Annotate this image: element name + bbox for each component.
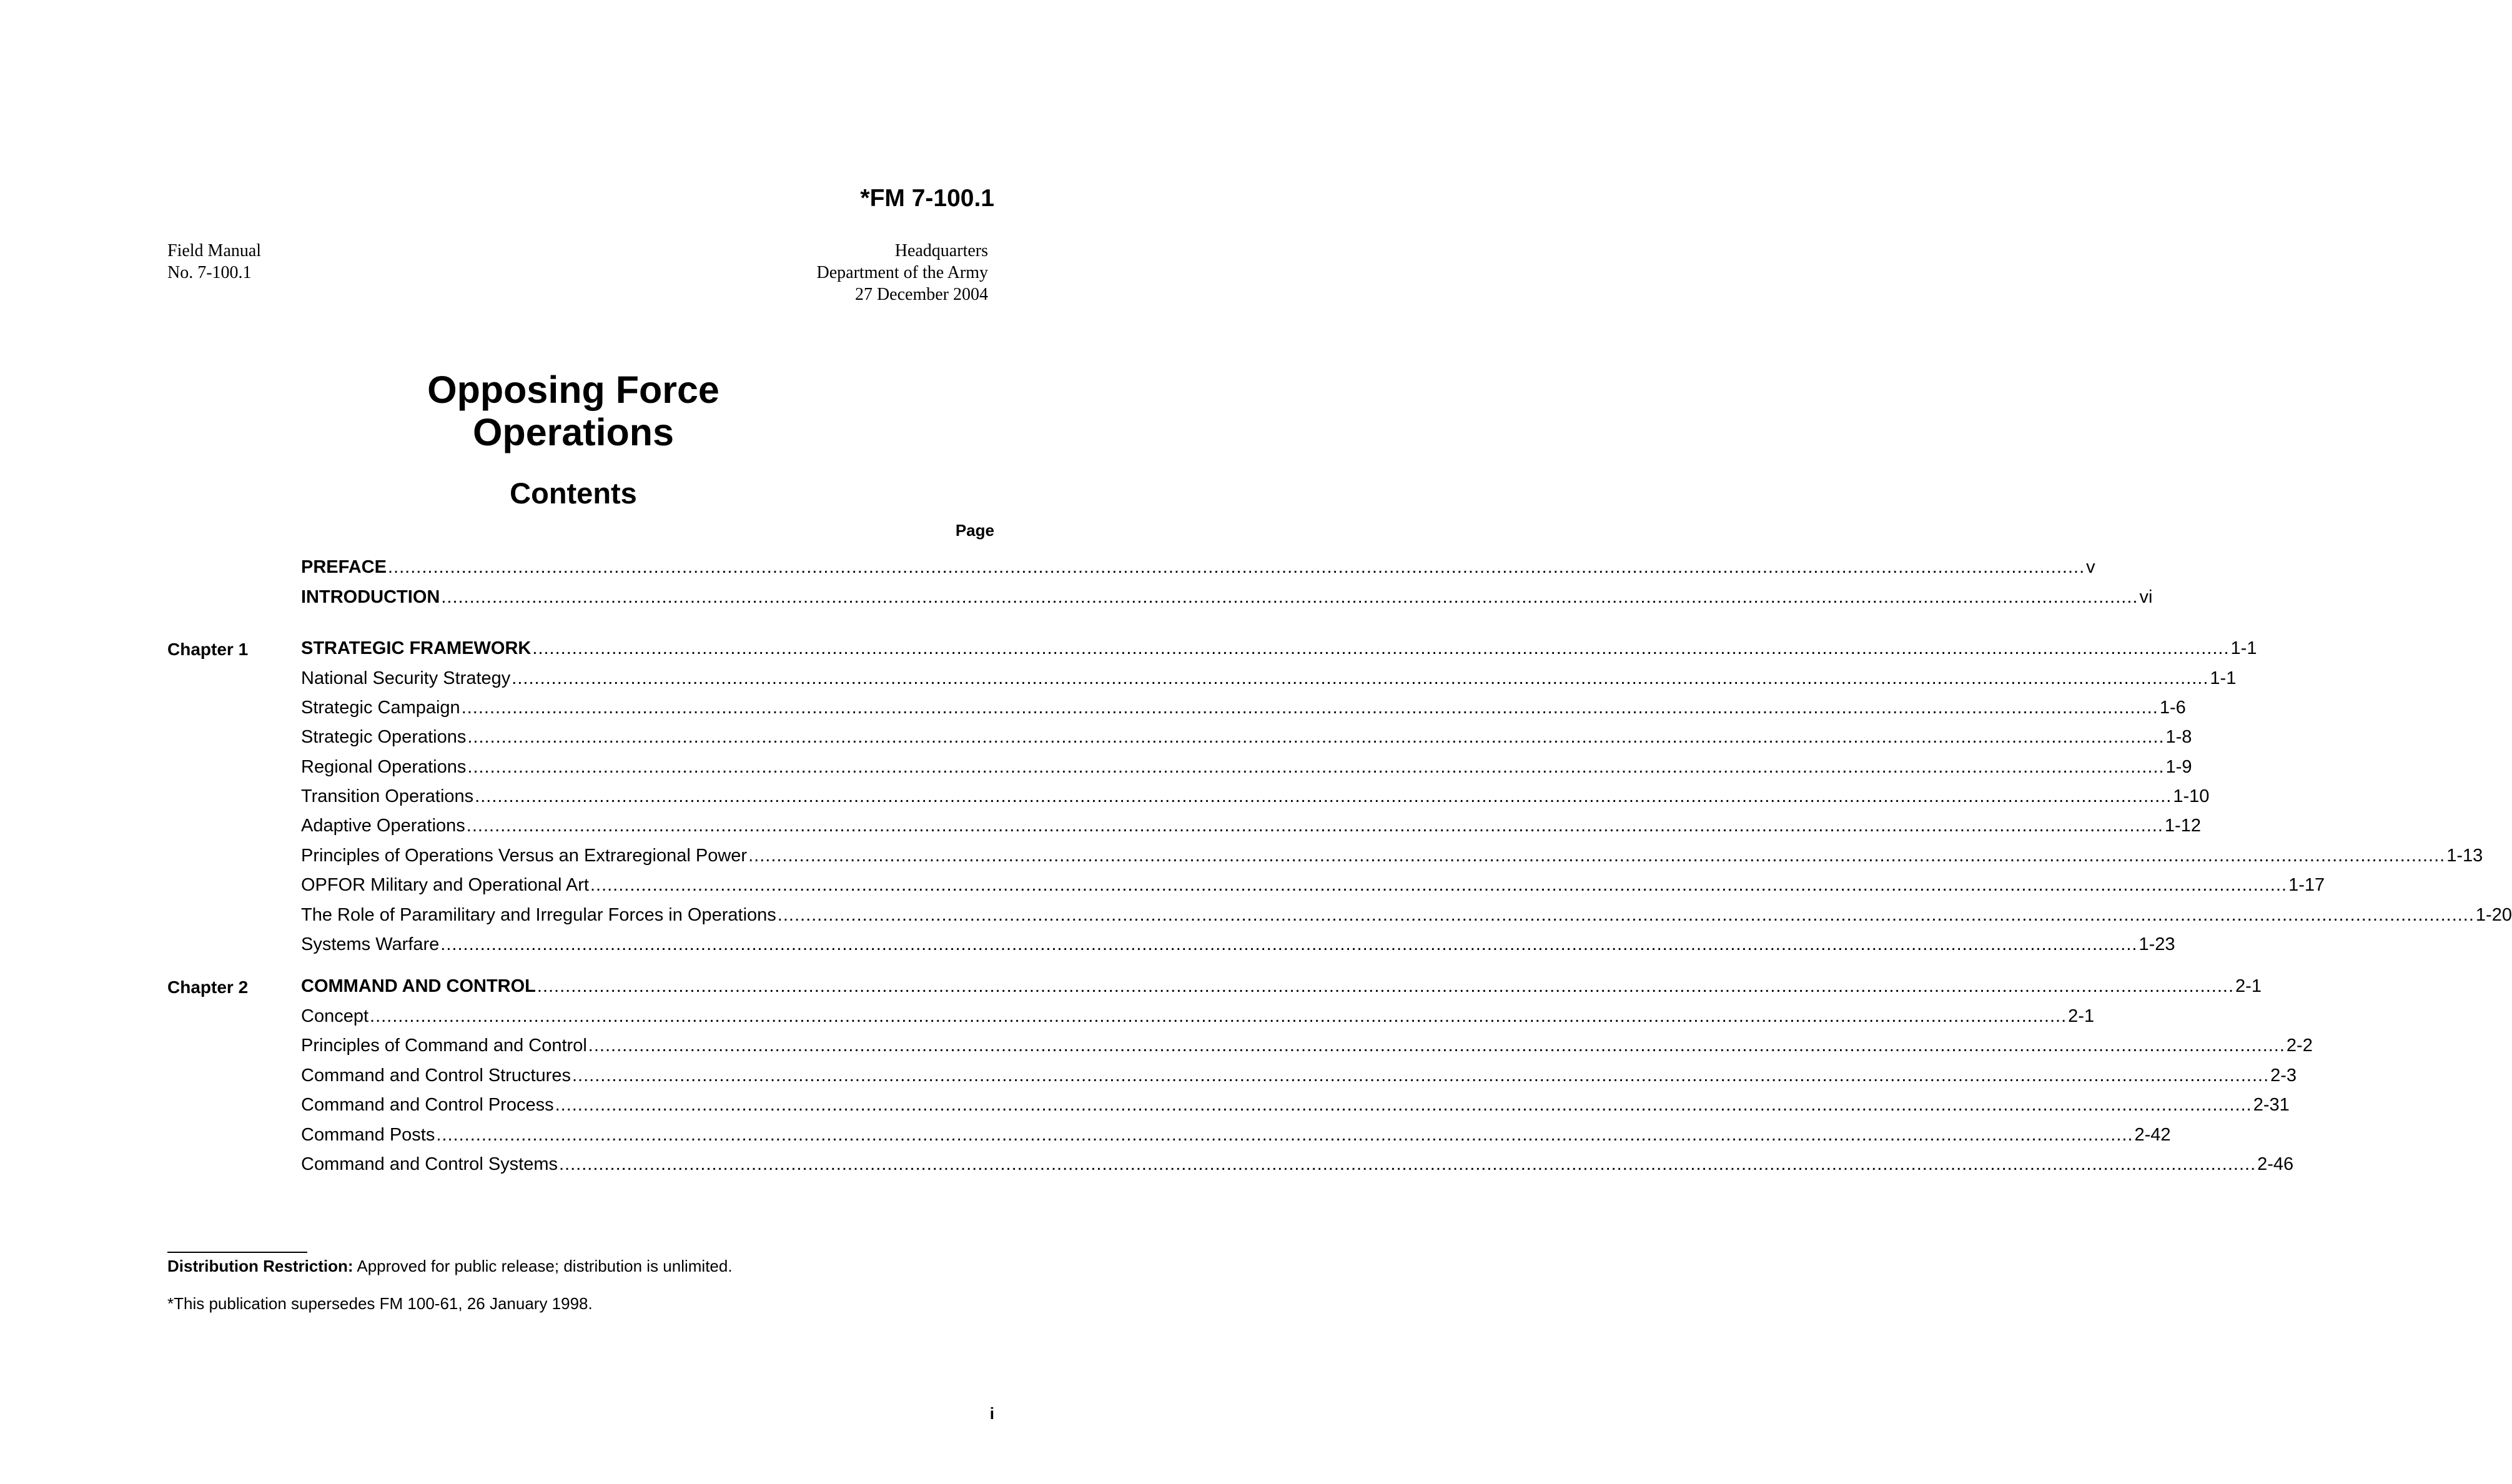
toc-entry-title: Adaptive Operations: [301, 816, 465, 836]
toc-entry-title: Strategic Campaign: [301, 698, 460, 718]
dot-leader: ............................................................................................................................................................................................................................................................................................................: [512, 668, 2209, 688]
footnote-rule: [167, 1252, 307, 1253]
dot-leader: ............................................................................................................................................................................................................................................................................................................: [467, 727, 2165, 747]
dot-leader: ............................................................................................................................................................................................................................................................................................................: [559, 1154, 2257, 1174]
toc-entry-page: v: [2086, 557, 2095, 577]
dot-leader: ............................................................................................................................................................................................................................................................................................................: [467, 757, 2165, 777]
toc-entry[interactable]: [301, 757, 2192, 779]
toc-entry[interactable]: [301, 934, 2175, 957]
toc-entry-title: OPFOR Military and Operational Art: [301, 875, 589, 895]
toc-entry-page: vi: [2139, 587, 2153, 607]
toc-entry-page: 1-23: [2139, 934, 2175, 954]
dot-leader: ............................................................................................................................................................................................................................................................................................................: [555, 1095, 2252, 1115]
toc-entry-page: 1-1: [2210, 668, 2237, 688]
toc-entry[interactable]: [301, 905, 2512, 928]
dot-leader: ............................................................................................................................................................................................................................................................................................................: [588, 1036, 2285, 1056]
toc-entry-title: INTRODUCTION: [301, 587, 440, 607]
dot-leader: ............................................................................................................................................................................................................................................................................................................: [466, 816, 2163, 836]
toc-entry-title: The Role of Paramilitary and Irregular Forces in Operations: [301, 905, 776, 925]
toc-entry[interactable]: [301, 1006, 2095, 1029]
manual-number: No. 7-100.1: [167, 263, 252, 282]
dot-leader: ............................................................................................................................................................................................................................................................................................................: [748, 846, 2446, 866]
toc-entry-page: 2-2: [2286, 1036, 2313, 1056]
toc-entry-title: National Security Strategy: [301, 668, 511, 688]
contents-heading: Contents: [510, 477, 637, 510]
toc-entry-title: Command and Control Process: [301, 1095, 554, 1115]
headquarters-block: [817, 240, 988, 305]
distribution-label: Distribution Restriction:: [167, 1257, 354, 1275]
toc-entry-title: Regional Operations: [301, 757, 467, 777]
toc-entry-page: 1-17: [2288, 875, 2325, 895]
toc-entry-title: Principles of Operations Versus an Extraregional Power: [301, 846, 748, 866]
dot-leader: ............................................................................................................................................................................................................................................................................................................: [440, 934, 2138, 954]
publication-date: 27 December 2004: [854, 285, 988, 304]
toc-entry-page: 2-42: [2134, 1125, 2171, 1145]
toc-entry-title: STRATEGIC FRAMEWORK: [301, 638, 532, 658]
toc-entry-page: 2-46: [2257, 1154, 2294, 1174]
toc-entry-page: 1-9: [2165, 757, 2192, 777]
toc-entry[interactable]: [301, 786, 2210, 809]
toc-entry[interactable]: [301, 698, 2186, 720]
distribution-restriction: [167, 1257, 733, 1276]
toc-entry-title: Concept: [301, 1006, 369, 1026]
toc-entry-page: 1-1: [2230, 638, 2257, 658]
toc-entry-title: PREFACE: [301, 557, 387, 577]
toc-entry-title: Command Posts: [301, 1125, 435, 1145]
toc-chapter-1[interactable]: [301, 638, 2257, 661]
toc-entry-page: 2-1: [2235, 976, 2262, 996]
toc-entry-page: 1-8: [2165, 727, 2192, 747]
dot-leader: ............................................................................................................................................................................................................................................................................................................: [571, 1066, 2270, 1086]
title-line-1: Opposing Force: [427, 369, 719, 411]
toc-entry[interactable]: [301, 668, 2237, 691]
dot-leader: ............................................................................................................................................................................................................................................................................................................: [532, 638, 2230, 658]
toc-entry-page: 1-10: [2173, 786, 2210, 806]
toc-entry-page: 1-20: [2475, 905, 2512, 925]
field-manual-block: [167, 240, 261, 284]
chapter-2-label: Chapter 2: [167, 977, 249, 997]
document-code: *FM 7-100.1: [860, 185, 994, 212]
dot-leader: ............................................................................................................................................................................................................................................................................................................: [590, 875, 2288, 895]
headquarters-label: Headquarters: [894, 241, 988, 260]
dot-leader: ............................................................................................................................................................................................................................................................................................................: [387, 557, 2085, 577]
toc-entry-page: 2-31: [2253, 1095, 2290, 1115]
toc-entry-preface[interactable]: [301, 557, 2095, 580]
chapter-1-label: Chapter 1: [167, 640, 249, 659]
distribution-text: Approved for public release; distribution is unlimited.: [357, 1257, 733, 1275]
toc-entry-title: Systems Warfare: [301, 934, 440, 954]
toc-entry-page: 2-3: [2270, 1066, 2297, 1086]
toc-entry[interactable]: [301, 1036, 2313, 1058]
dot-leader: ............................................................................................................................................................................................................................................................................................................: [436, 1125, 2134, 1145]
toc-entry-title: Command and Control Systems: [301, 1154, 558, 1174]
field-manual-label: Field Manual: [167, 241, 262, 260]
toc-entry[interactable]: [301, 1095, 2290, 1117]
toc-entry-title: Strategic Operations: [301, 727, 467, 747]
dot-leader: ............................................................................................................................................................................................................................................................................................................: [777, 905, 2475, 925]
page-column-label: Page: [955, 521, 994, 540]
toc-entry[interactable]: [301, 875, 2325, 898]
department-label: Department of the Army: [816, 263, 988, 282]
toc-entry[interactable]: [301, 1125, 2171, 1147]
toc-entry-title: Transition Operations: [301, 786, 474, 806]
toc-entry-introduction[interactable]: [301, 587, 2153, 610]
toc-entry-page: 2-1: [2068, 1006, 2095, 1026]
toc-entry-page: 1-6: [2159, 698, 2186, 718]
title-line-2: Operations: [472, 411, 674, 453]
toc-entry[interactable]: [301, 1066, 2297, 1088]
toc-entry[interactable]: [301, 846, 2483, 868]
dot-leader: ............................................................................................................................................................................................................................................................................................................: [370, 1006, 2067, 1026]
supersedes-note: *This publication supersedes FM 100-61, 26 January 1998.: [167, 1294, 593, 1313]
document-title: [0, 369, 1147, 453]
toc-entry-title: Principles of Command and Control: [301, 1036, 587, 1056]
toc-entry-page: 1-13: [2446, 846, 2483, 866]
dot-leader: ............................................................................................................................................................................................................................................................................................................: [441, 587, 2139, 607]
dot-leader: ............................................................................................................................................................................................................................................................................................................: [475, 786, 2172, 806]
page-number: i: [989, 1404, 994, 1423]
toc-entry[interactable]: [301, 1154, 2294, 1177]
toc-entry-title: COMMAND AND CONTROL: [301, 976, 536, 996]
toc-chapter-2[interactable]: [301, 976, 2262, 999]
dot-leader: ............................................................................................................................................................................................................................................................................................................: [461, 698, 2158, 718]
dot-leader: ............................................................................................................................................................................................................................................................................................................: [537, 976, 2235, 996]
toc-entry[interactable]: [301, 816, 2201, 838]
toc-entry-title: Command and Control Structures: [301, 1066, 571, 1086]
toc-entry[interactable]: [301, 727, 2192, 749]
toc-entry-page: 1-12: [2164, 816, 2201, 836]
